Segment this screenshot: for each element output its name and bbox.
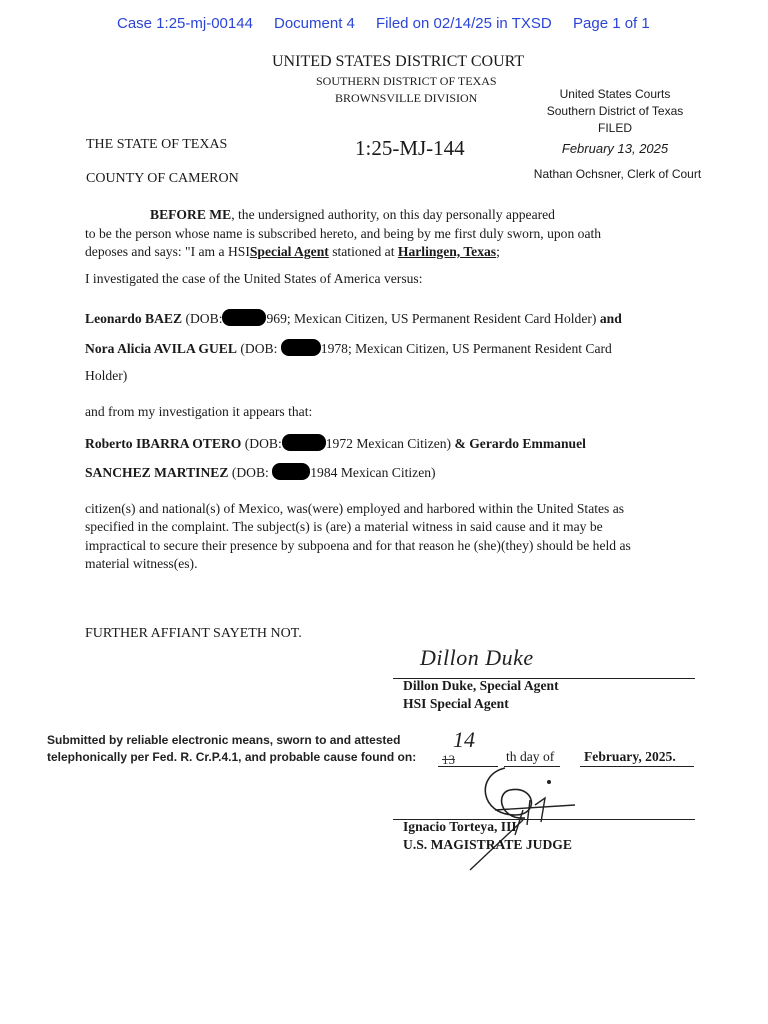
filing-stamp-filed: FILED — [597, 121, 632, 135]
document-number-header: Document 4 — [274, 15, 355, 32]
month-line — [580, 766, 694, 767]
redaction-mark — [282, 434, 326, 451]
submission-line-1: Submitted by reliable electronic means, sworn to and attested — [47, 733, 401, 747]
defendant-1 — [85, 309, 622, 327]
redaction-mark — [281, 339, 321, 356]
affiant-title: HSI Special Agent — [403, 696, 509, 711]
paragraph-line-2: specified in the complaint. The subject(s) is (are) a material witness in said cause and it may be — [85, 519, 603, 534]
filing-stamp-clerk: Nathan Ochsner, Clerk of Court — [533, 167, 702, 181]
further-affiant-line: FURTHER AFFIANT SAYETH NOT. — [85, 626, 302, 641]
defendant-1-and: and — [596, 311, 622, 326]
page-count-header: Page 1 of 1 — [573, 15, 650, 32]
affiant-name: Dillon Duke, Special Agent — [403, 678, 559, 693]
court-name: UNITED STATES DISTRICT COURT — [272, 53, 525, 70]
intro-line-2: to be the person whose name is subscribed hereto, and being by me first duly sworn, upon oath — [85, 226, 602, 241]
intro-rest-text: , the undersigned authority, on this day personally appeared — [231, 207, 555, 222]
defendant-1-dob-label: (DOB: — [182, 311, 223, 326]
defendant-2 — [85, 339, 612, 357]
defendant-2-details: 1978; Mexican Citizen, US Permanent Resident Card — [320, 341, 612, 356]
court-division: BROWNSVILLE DIVISION — [335, 91, 478, 105]
filing-stamp-date: February 13, 2025 — [561, 141, 669, 156]
witness-1 — [85, 434, 586, 452]
witness-2-first-names: & Gerardo Emmanuel — [454, 436, 586, 451]
day-suffix: th day of — [506, 749, 555, 764]
station-location: Harlingen, Texas — [397, 244, 497, 259]
witness-1-name: Roberto IBARRA OTERO — [85, 436, 242, 451]
defendant-1-name: Leonardo BAEZ — [85, 311, 183, 326]
witness-2-dob-label: (DOB: — [228, 465, 273, 480]
redaction-mark — [272, 463, 310, 480]
intro-line-3 — [85, 244, 500, 260]
witness-1-dob-label: (DOB: — [241, 436, 282, 451]
handwritten-day: 14 — [453, 727, 475, 752]
submission-line-2: telephonically per Fed. R. Cr.P.4.1, and probable cause found on: — [47, 750, 417, 764]
agent-title: Special Agent — [249, 244, 329, 259]
defendant-2-dob-label: (DOB: — [236, 341, 281, 356]
affiant-signature: Dillon Duke — [420, 645, 534, 670]
judge-title: U.S. MAGISTRATE JUDGE — [403, 837, 572, 852]
witness-2-name: SANCHEZ MARTINEZ — [85, 465, 229, 480]
witness-2-details: 1984 Mexican Citizen) — [310, 465, 436, 480]
investigation-line: and from my investigation it appears that: — [85, 404, 313, 419]
paragraph-line-3: impractical to secure their presence by subpoena and for that reason he (she)(they) should be held as — [85, 538, 631, 553]
caption-county: COUNTY OF CAMERON — [86, 171, 239, 186]
before-me-text: BEFORE ME — [150, 207, 232, 222]
investigated-line: I investigated the case of the United States of America versus: — [85, 271, 423, 286]
filing-stamp-line2: Southern District of Texas — [546, 104, 684, 118]
witness-2 — [85, 463, 436, 481]
intro-line-1 — [150, 207, 555, 223]
caption-case-number: 1:25-MJ-144 — [355, 136, 465, 160]
defendant-2-name: Nora Alicia AVILA GUEL — [85, 341, 237, 356]
filed-date-header: Filed on 02/14/25 in TXSD — [376, 15, 552, 32]
month-year: February, 2025. — [584, 749, 676, 764]
case-number-header: Case 1:25-mj-00144 — [117, 15, 253, 32]
judge-name: Ignacio Torteya, III — [403, 819, 517, 834]
witness-1-details: 1972 Mexican Citizen) — [325, 436, 455, 451]
intro-line-3b: stationed at — [328, 244, 398, 259]
paragraph-line-1: citizen(s) and national(s) of Mexico, was(were) employed and harbored within the United States as — [85, 501, 625, 516]
intro-line-3c: ; — [496, 244, 500, 259]
filing-stamp-line1: United States Courts — [559, 87, 671, 101]
struck-day: 13 — [442, 752, 455, 767]
defendant-1-details: 969; Mexican Citizen, US Permanent Resident Card Holder) — [266, 311, 597, 326]
intro-line-3a: deposes and says: "I am a HSI — [85, 244, 250, 259]
redaction-mark — [222, 309, 266, 326]
defendant-2-continued: Holder) — [85, 368, 128, 383]
paragraph-line-4: material witness(es). — [85, 556, 198, 571]
court-district: SOUTHERN DISTRICT OF TEXAS — [316, 74, 497, 88]
caption-state: THE STATE OF TEXAS — [86, 137, 228, 152]
judge-signature — [455, 760, 595, 875]
